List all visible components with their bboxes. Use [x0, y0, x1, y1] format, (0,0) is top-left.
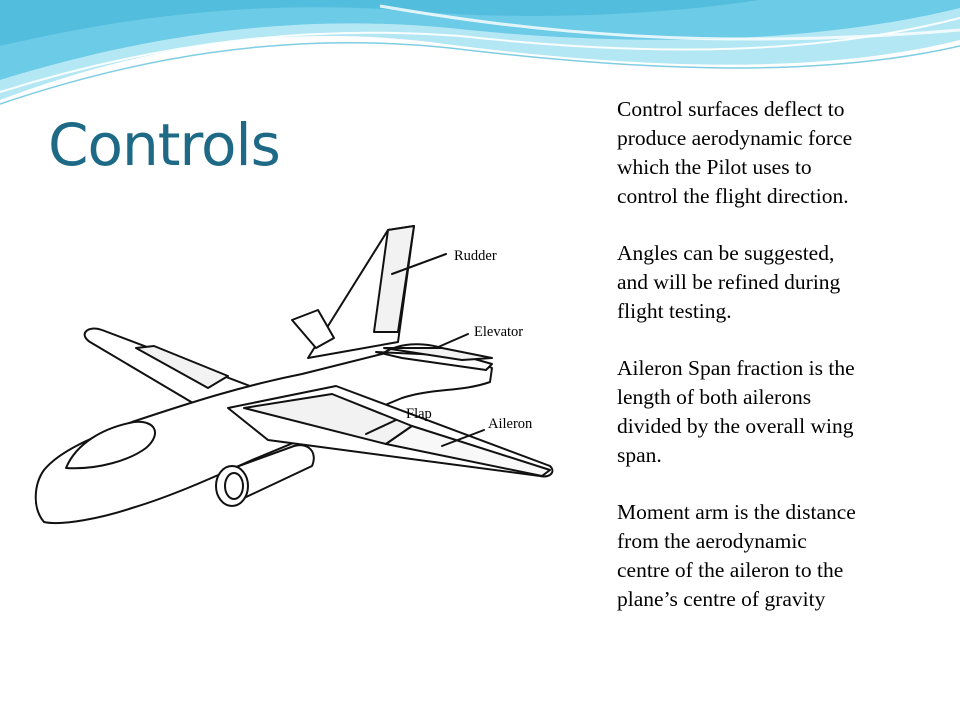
flap-label: Flap: [406, 406, 432, 422]
paragraph-aileron-span: Aileron Span fraction is the length of both ailerons divided by the overall wing span.: [617, 356, 855, 467]
dorsal-fin: [292, 310, 334, 348]
rudder-label: Rudder: [454, 248, 497, 264]
paragraph-angles: Angles can be suggested, and will be refined during flight testing.: [617, 241, 841, 323]
slide-title: Controls: [48, 111, 280, 179]
paragraph-moment-arm: Moment arm is the distance from the aerodynamic centre of the aileron to the plane’s centre of gravity: [617, 500, 856, 611]
elevator-label: Elevator: [474, 324, 524, 340]
aileron-label: Aileron: [488, 416, 533, 432]
paragraph-control-surfaces: Control surfaces deflect to produce aerodynamic force which the Pilot uses to control the flight direction.: [617, 97, 853, 208]
elevator-arrow: [436, 334, 468, 348]
aircraft-control-surfaces-diagram: [22, 208, 562, 540]
engine-intake-inner: [225, 473, 243, 499]
body-text: [617, 95, 937, 642]
